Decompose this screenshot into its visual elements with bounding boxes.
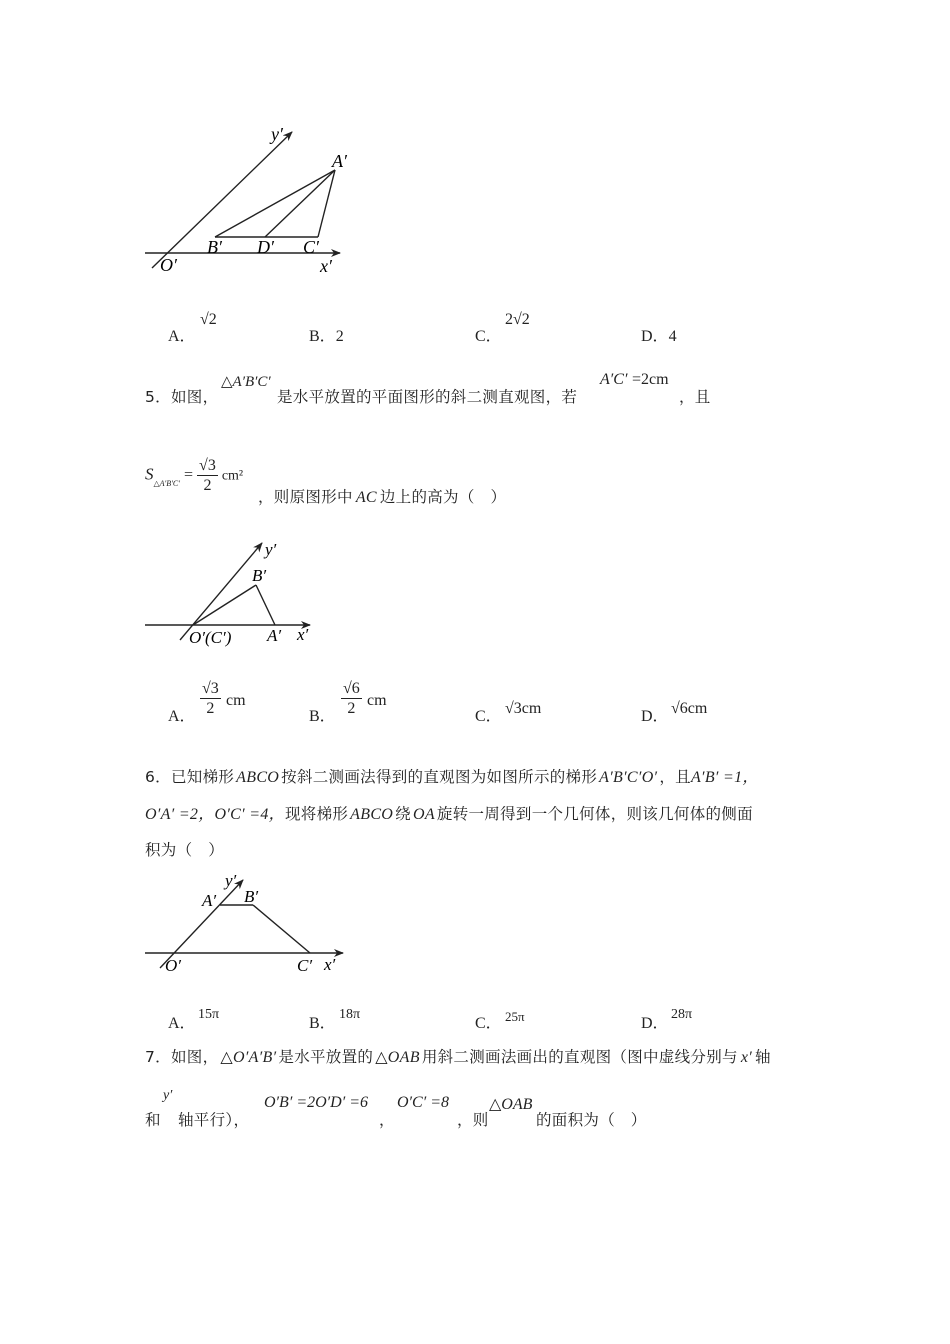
q5-option-d-letter: D． [641,708,669,725]
q6-text-6: 旋转一周得到一个几何体，则该几何体的侧面 [436,805,753,823]
q4-option-b-value: 2 [335,328,344,345]
q6-option-b-value: 18π [339,1007,361,1022]
q5-option-d[interactable] [641,700,708,726]
q6-option-a-letter: A． [168,1015,196,1032]
q5-label-y: y′ [265,540,277,559]
q4-option-c[interactable] [475,311,530,346]
q5-ac-plain: AC [355,489,377,506]
q7-triangle-3: △OAB [489,1096,533,1113]
q4-option-b-letter: B． [309,328,336,345]
q7-text-8: 的面积为（ ） [536,1111,647,1129]
q7-x-axis-label: x′ [740,1049,753,1066]
q4-label-x: x′ [320,256,332,276]
q7-number: 7． [145,1048,171,1066]
q4-label-o: O′ [160,255,177,275]
q7-text-2: 是水平放置的 [278,1048,374,1066]
q5-option-c-letter: C． [475,708,502,725]
q6-segment-bc [253,905,310,953]
q6-label-c: C′ [297,956,313,975]
q4-option-b[interactable] [309,323,344,346]
q7-triangle: △O′A′B′ [220,1049,277,1066]
q5-option-a-unit: cm [226,692,246,709]
q5-option-b-num: √6 [343,680,360,697]
q6-text-5: 绕 [395,805,411,823]
q5-option-b[interactable] [309,680,409,725]
q5-segment-ba [256,585,275,625]
q6-option-a-value: 15π [198,1007,220,1022]
q7-oc-eq: O′C′ =8 [397,1094,450,1111]
q7-text-1: 如图， [170,1048,219,1066]
q7-y-axis-label: y′ [163,1088,173,1103]
q6-option-c-letter: C． [475,1015,502,1032]
q6-figure [140,868,360,978]
q5-area-frac [197,457,218,495]
q6-number: 6． [145,768,171,786]
q4-option-c-value: 2√2 [505,311,530,328]
q7-text-3: 用斜二测画法画出的直观图（图中虚线分别与 [421,1048,738,1066]
q7-triangle-2: △OAB [375,1049,420,1066]
q6-text-4: 现将梯形 [284,805,349,823]
q5-option-c-value: √3cm [505,700,542,717]
q4-figure [140,120,370,285]
q6-text-3: ，且 [659,768,691,786]
q5-label-x: x′ [297,625,309,644]
q4-option-a-letter: A． [168,328,196,345]
q5-segment-ob [193,585,256,625]
q5-option-b-unit: cm [367,692,387,709]
q5-option-b-den: 2 [347,699,356,717]
q7-text-6: 轴平行）， [178,1111,250,1129]
q6-label-b: B′ [244,887,259,906]
q5-area-formula [145,457,243,495]
q6-abco: ABCO [236,769,280,786]
q5-line1 [145,385,218,407]
q5-line2 [258,485,506,507]
q5-label-a: A′ [267,626,282,645]
q5-text-2: 是水平放置的平面图形的斜二测直观图，若 [277,388,578,406]
q5-option-c[interactable] [475,700,542,726]
q5-option-a-letter: A． [168,708,196,725]
q5-text-5: 边上的高为（ ） [379,488,507,506]
q5-ac: A′C′ [600,371,628,388]
q6-option-c-value: 25π [505,1009,525,1024]
q6-label-x: x′ [324,955,336,974]
q5-text-4: ，则原图形中 [258,488,353,506]
q5-option-a[interactable] [168,680,268,725]
q5-figure [140,535,330,655]
q7-ob-eq: O′B′ =2O′D′ =6 [264,1094,369,1111]
q6-oa: OA [412,806,435,823]
q6-text-2: 按斜二测画法得到的直观图为如图所示的梯形 [281,768,598,786]
q5-ac-value: =2cm [632,371,669,388]
q6-option-b-letter: B． [309,1015,336,1032]
q5-area-unit: cm² [221,468,244,484]
q7-line1 [145,1045,771,1067]
q6-line2 [145,801,753,824]
q5-option-b-letter: B． [309,708,336,725]
q5-option-a-frac [200,680,221,718]
q4-label-a: A′ [332,151,347,171]
q5-triangle: △A′B′C′ [221,374,271,390]
q5-option-a-den: 2 [206,699,215,717]
q4-label-y: y′ [271,124,283,144]
q6-oc-eq: O′C′ =4， [214,806,285,823]
q6-trapezoid: A′B′C′O′ [599,769,658,786]
q4-label-b: B′ [207,237,222,257]
q7-text-5: 和 [145,1111,161,1129]
q4-option-a[interactable] [168,311,217,346]
q4-option-d-letter: D． [641,328,669,345]
q6-abco-2: ABCO [350,806,394,823]
q7-text-4: 轴 [755,1048,771,1066]
q4-label-c: C′ [303,237,319,257]
q5-area-num: √3 [199,457,216,474]
q5-number: 5． [145,388,171,406]
q6-option-d-letter: D． [641,1015,669,1032]
q6-label-o: O′ [165,956,181,975]
q5-area-den: 2 [203,476,212,494]
q5-text-1: 如图， [170,388,219,406]
q6-ab-eq: A′B′ =1， [690,769,759,786]
q6-line1 [145,764,759,787]
q5-label-o: O′(C′) [189,628,232,647]
q5-area-sub: △A′B′C′ [153,478,181,488]
q6-option-b[interactable] [309,1007,361,1033]
q6-oa-eq: O′A′ =2， [145,806,215,823]
q6-text-1: 已知梯形 [170,768,235,786]
q4-segment-ac [318,170,335,237]
q4-option-a-value: √2 [200,311,217,328]
q7-comma: ， [379,1111,395,1129]
q6-option-d-value: 28π [671,1007,693,1022]
q5-option-a-num: √3 [202,680,219,697]
q6-label-y: y′ [225,871,237,890]
q6-option-d[interactable] [641,1007,693,1033]
q6-option-c[interactable] [475,1009,525,1033]
q4-option-d[interactable] [641,323,677,346]
q5-area-eq: = [184,466,194,484]
q5-option-b-frac [341,680,362,718]
q4-option-d-value: 4 [668,328,677,345]
q5-area-s: S [145,464,154,484]
q6-text-7: 积为（ ） [145,841,225,859]
q5-label-b: B′ [252,566,267,585]
q5-text-3: ，且 [679,388,711,406]
q6-option-a[interactable] [168,1007,220,1033]
q6-label-a: A′ [202,891,217,910]
q4-label-d: D′ [257,237,274,257]
q6-line3 [145,838,224,860]
q7-text-7: ，则 [457,1111,489,1129]
q4-option-c-letter: C． [475,328,502,345]
q5-option-d-value: √6cm [671,700,708,717]
